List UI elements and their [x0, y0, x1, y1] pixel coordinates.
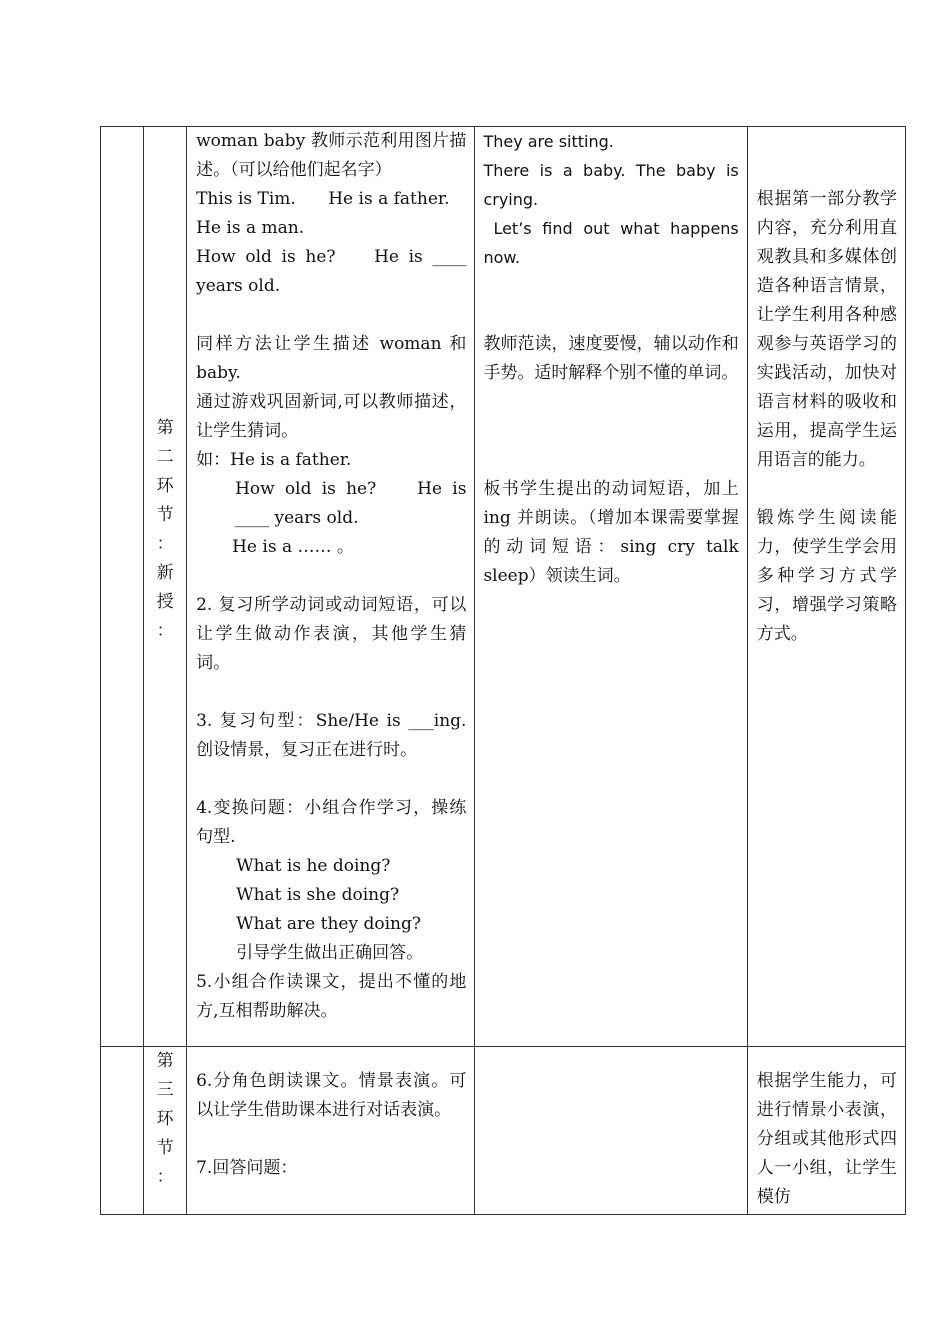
student-activity-cell: They are sitting. There is a baby. The baby is crying. Let’s find out what happens now. 教师范读，速度要慢，辅以动作和手势。适时解释个别不懂的单词。 板书学生提出的动词短语，加上 ing 并朗读。（增加本课需要掌握的动词短语：sing cry talk sleep）领读生词。 — [475, 127, 747, 1047]
empty-cell — [101, 127, 144, 1047]
design-purpose-cell: 根据学生能力，可进行情景小表演，分组或其他形式四人一小组，让学生模仿 — [747, 1047, 905, 1215]
student-activity-cell — [475, 1047, 747, 1215]
stage-label: 第 二 环 节 ： 新 授 ： — [144, 127, 187, 1047]
table-row — [101, 1047, 906, 1215]
table-row — [101, 127, 906, 1047]
empty-cell — [101, 1047, 144, 1215]
teacher-activity-cell: 6.分角色朗读课文。情景表演。可以让学生借助课本进行对话表演。 7.回答问题： — [187, 1047, 475, 1215]
teacher-activity-cell: woman baby 教师示范利用图片描述。（可以给他们起名字） This is Tim. He is a father. He is a man. How old is he? He is ____ years old. 同样方法让学生描述 woman 和 baby. 通过游戏巩固新词,可以教师描述，让学生猜词。 如：He is a father. How old is he? He is ____ years old. He is a …… 。 2. 复习所学动词或动词短语，可以让学生做动作表演，其他学生猜词。 3. 复习句型：She/He is ___ing. 创设情景，复习正在进行时。 4.变换问题：小组合作学习，操练句型. What is he doing? What is she doing? What are they doing? 引导学生做出正确回答。 5.小组合作读课文，提出不懂的地方,互相帮助解决。 — [187, 127, 475, 1047]
stage-label: 第 三 环 节 ： — [144, 1047, 187, 1215]
design-purpose-cell: 根据第一部分教学内容，充分利用直观教具和多媒体创造各种语言情景，让学生利用各种感观参与英语学习的实践活动，加快对语言材料的吸收和运用，提高学生运用语言的能力。 锻炼学生阅读能力，使学生学会用多种学习方式学习，增强学习策略方式。 — [747, 127, 905, 1047]
lesson-plan-table — [100, 126, 906, 1215]
